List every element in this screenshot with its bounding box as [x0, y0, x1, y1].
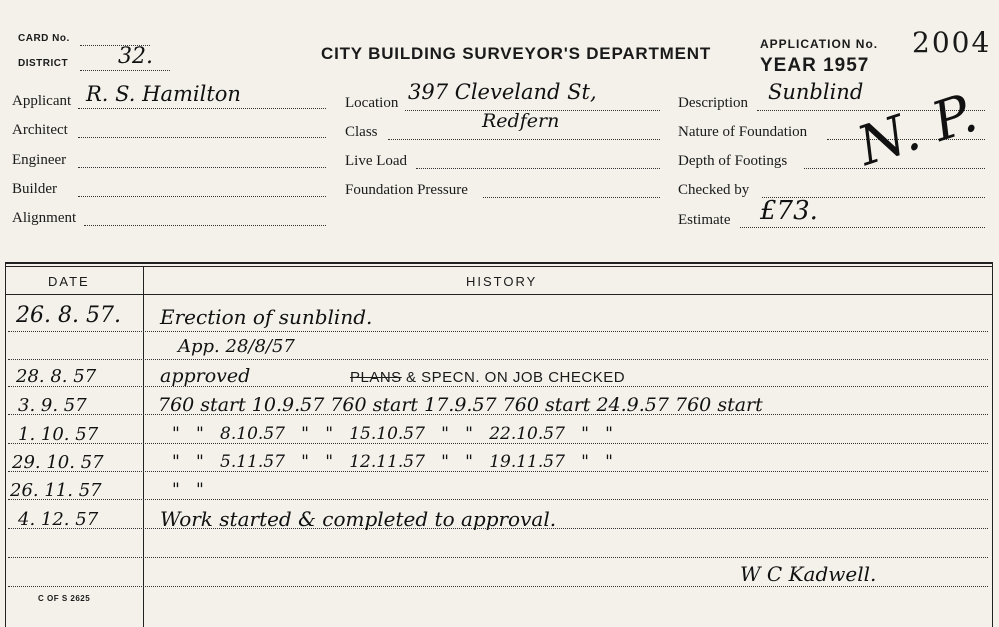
estimate-value: £73. — [760, 196, 818, 226]
checked-by-label: Checked by — [678, 182, 750, 198]
row-history-struck: PLANS — [350, 369, 402, 386]
alignment-label: Alignment — [12, 210, 77, 226]
builder-label: Builder — [12, 181, 57, 197]
row-date: 4. 12. 57 — [18, 509, 99, 530]
district-value: 32. — [118, 44, 153, 69]
row-date: 28. 8. 57 — [16, 366, 97, 387]
applicant-label: Applicant — [12, 93, 72, 109]
row-date: 1. 10. 57 — [18, 424, 99, 445]
application-no-label: APPLICATION No. — [760, 37, 879, 51]
location-label: Location — [345, 95, 399, 111]
district-line — [80, 70, 170, 71]
date-header: DATE — [48, 274, 90, 289]
row-history: App. 28/8/57 — [178, 336, 295, 357]
engineer-label: Engineer — [12, 152, 67, 168]
card-no-label: CARD No. — [18, 33, 70, 44]
table-header-rule — [5, 294, 993, 295]
date-column-divider — [143, 266, 144, 627]
live-load-label: Live Load — [345, 153, 408, 169]
application-no-value: 2004 — [912, 26, 992, 59]
description-value: Sunblind — [768, 80, 864, 104]
row-history: Erection of sunblind. — [160, 305, 373, 329]
row-history: " " — [172, 480, 204, 500]
row-history-stamp: & SPECN. ON JOB CHECKED — [406, 369, 626, 386]
row-history: " " 5.11.57 " " 12.11.57 " " 19.11.57 " " — [172, 452, 613, 472]
description-label: Description — [678, 95, 748, 111]
department-title: CITY BUILDING SURVEYOR'S DEPARTMENT — [321, 44, 712, 63]
year-label: YEAR 1957 — [760, 55, 870, 76]
architect-label: Architect — [12, 122, 68, 138]
row-history: Work started & completed to approval. — [160, 507, 557, 531]
table-top-rule — [5, 262, 993, 264]
signature: W C Kadwell. — [740, 562, 877, 586]
estimate-label: Estimate — [678, 212, 731, 228]
depth-of-footings-label: Depth of Footings — [678, 153, 788, 169]
location-value-2: Redfern — [482, 110, 560, 132]
row-date: 29. 10. 57 — [12, 452, 104, 473]
checked-by-value: N. P. — [850, 80, 985, 178]
history-header: HISTORY — [466, 274, 538, 289]
applicant-value: R. S. Hamilton — [86, 82, 241, 106]
row-history: " " 8.10.57 " " 15.10.57 " " 22.10.57 " " — [172, 424, 613, 444]
row-history-hand: approved — [160, 365, 251, 387]
row-history: 760 start 10.9.57 760 start 17.9.57 760 start 24.9.57 760 start — [158, 394, 763, 416]
form-code: C OF S 2625 — [38, 594, 91, 603]
class-label: Class — [345, 124, 378, 140]
nature-of-foundation-label: Nature of Foundation — [678, 124, 808, 140]
row-date: 26. 8. 57. — [16, 303, 121, 328]
row-date: 3. 9. 57 — [18, 395, 87, 416]
foundation-pressure-label: Foundation Pressure — [345, 182, 468, 198]
row-date: 26. 11. 57 — [10, 480, 102, 501]
location-value-1: 397 Cleveland St, — [408, 80, 597, 104]
district-label: DISTRICT — [18, 58, 69, 69]
